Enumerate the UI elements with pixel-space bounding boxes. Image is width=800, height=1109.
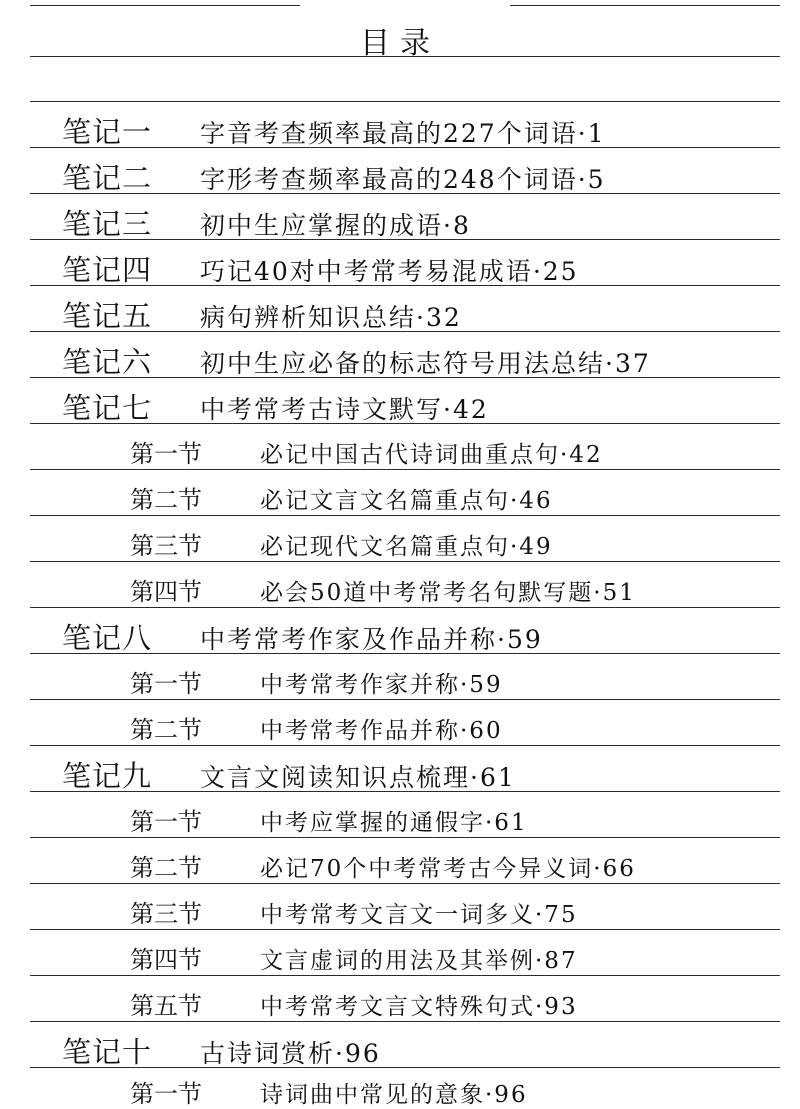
entry-title: 病句辨析知识总结·32 <box>200 303 462 332</box>
toc-entry-note-5 <box>62 294 462 335</box>
entry-title: 诗词曲中常见的意象·96 <box>260 1082 528 1108</box>
entry-title: 文言虚词的用法及其举例·87 <box>260 948 578 974</box>
entry-title: 中考常考作家并称·59 <box>260 672 503 698</box>
toc-entry-note-8 <box>62 616 543 657</box>
page-title: 目录 <box>360 26 440 61</box>
entry-label: 第一节 <box>130 808 202 836</box>
entry-title: 巧记40对中考常考易混成语·25 <box>200 257 579 286</box>
entry-label: 笔记七 <box>62 391 153 425</box>
entry-title: 中考常考文言文一词多义·75 <box>260 902 578 928</box>
toc-entry-section <box>130 1074 528 1109</box>
ruled-line <box>30 699 780 700</box>
toc-entry-note-1 <box>62 110 606 151</box>
entry-label: 第二节 <box>130 716 202 744</box>
entry-label: 笔记五 <box>62 299 153 333</box>
toc-entry-section <box>130 940 578 975</box>
toc-entry-section <box>130 526 553 561</box>
toc-entry-section <box>130 572 636 607</box>
toc-entry-note-4 <box>62 248 579 289</box>
entry-label: 第二节 <box>130 486 202 514</box>
toc-entry-section <box>130 434 603 469</box>
ruled-line <box>30 745 780 746</box>
toc-entry-section <box>130 480 553 515</box>
toc-entry-note-2 <box>62 156 606 197</box>
entry-title: 必记现代文名篇重点句·49 <box>260 534 553 560</box>
entry-title: 字形考查频率最高的248个词语·5 <box>200 165 606 194</box>
toc-entry-note-7 <box>62 386 489 427</box>
entry-label: 笔记十 <box>62 1035 153 1069</box>
toc-entry-section <box>130 894 578 929</box>
toc-entry-note-3 <box>62 202 471 243</box>
entry-label: 第五节 <box>130 992 202 1020</box>
entry-title: 初中生应掌握的成语·8 <box>200 211 471 240</box>
entry-label: 笔记六 <box>62 345 153 379</box>
entry-title: 中考常考作家及作品并称·59 <box>200 625 543 654</box>
entry-title: 必记70个中考常考古今异义词·66 <box>260 856 636 882</box>
entry-label: 第三节 <box>130 532 202 560</box>
toc-entry-note-6 <box>62 340 651 381</box>
ruled-line <box>30 515 780 516</box>
entry-title: 中考应掌握的通假字·61 <box>260 810 528 836</box>
entry-label: 笔记九 <box>62 759 153 793</box>
entry-label: 第四节 <box>130 946 202 974</box>
ruled-line <box>30 837 780 838</box>
ruled-line <box>30 469 780 470</box>
entry-label: 笔记三 <box>62 207 153 241</box>
ruled-line <box>30 561 780 562</box>
entry-title: 中考常考文言文特殊句式·93 <box>260 994 578 1020</box>
ruled-line <box>30 975 780 976</box>
entry-label: 第一节 <box>130 440 202 468</box>
ruled-line <box>30 101 780 102</box>
ruled-line <box>30 929 780 930</box>
toc-entry-section <box>130 710 503 745</box>
ruled-line <box>30 1021 780 1022</box>
toc-entry-note-9 <box>62 754 516 795</box>
entry-label: 第二节 <box>130 854 202 882</box>
entry-label: 笔记四 <box>62 253 153 287</box>
toc-entry-section <box>130 802 528 837</box>
toc-entry-section <box>130 848 636 883</box>
entry-title: 初中生应必备的标志符号用法总结·37 <box>200 349 651 378</box>
ruled-line <box>510 5 780 6</box>
toc-entry-note-10 <box>62 1030 381 1071</box>
toc-entry-section <box>130 664 503 699</box>
entry-title: 古诗词赏析·96 <box>200 1039 381 1068</box>
entry-title: 中考常考作品并称·60 <box>260 718 503 744</box>
ruled-line <box>30 883 780 884</box>
entry-title: 中考常考古诗文默写·42 <box>200 395 489 424</box>
ruled-line <box>30 607 780 608</box>
entry-title: 文言文阅读知识点梳理·61 <box>200 763 516 792</box>
entry-label: 第一节 <box>130 1080 202 1108</box>
entry-label: 第一节 <box>130 670 202 698</box>
entry-label: 笔记一 <box>62 115 153 149</box>
ruled-line <box>30 5 300 6</box>
entry-title: 字音考查频率最高的227个词语·1 <box>200 119 606 148</box>
entry-label: 第四节 <box>130 578 202 606</box>
entry-label: 笔记二 <box>62 161 153 195</box>
entry-title: 必会50道中考常考名句默写题·51 <box>260 580 636 606</box>
entry-title: 必记文言文名篇重点句·46 <box>260 488 553 514</box>
entry-label: 笔记八 <box>62 621 153 655</box>
entry-label: 第三节 <box>130 900 202 928</box>
entry-title: 必记中国古代诗词曲重点句·42 <box>260 442 603 468</box>
toc-entry-section <box>130 986 578 1021</box>
